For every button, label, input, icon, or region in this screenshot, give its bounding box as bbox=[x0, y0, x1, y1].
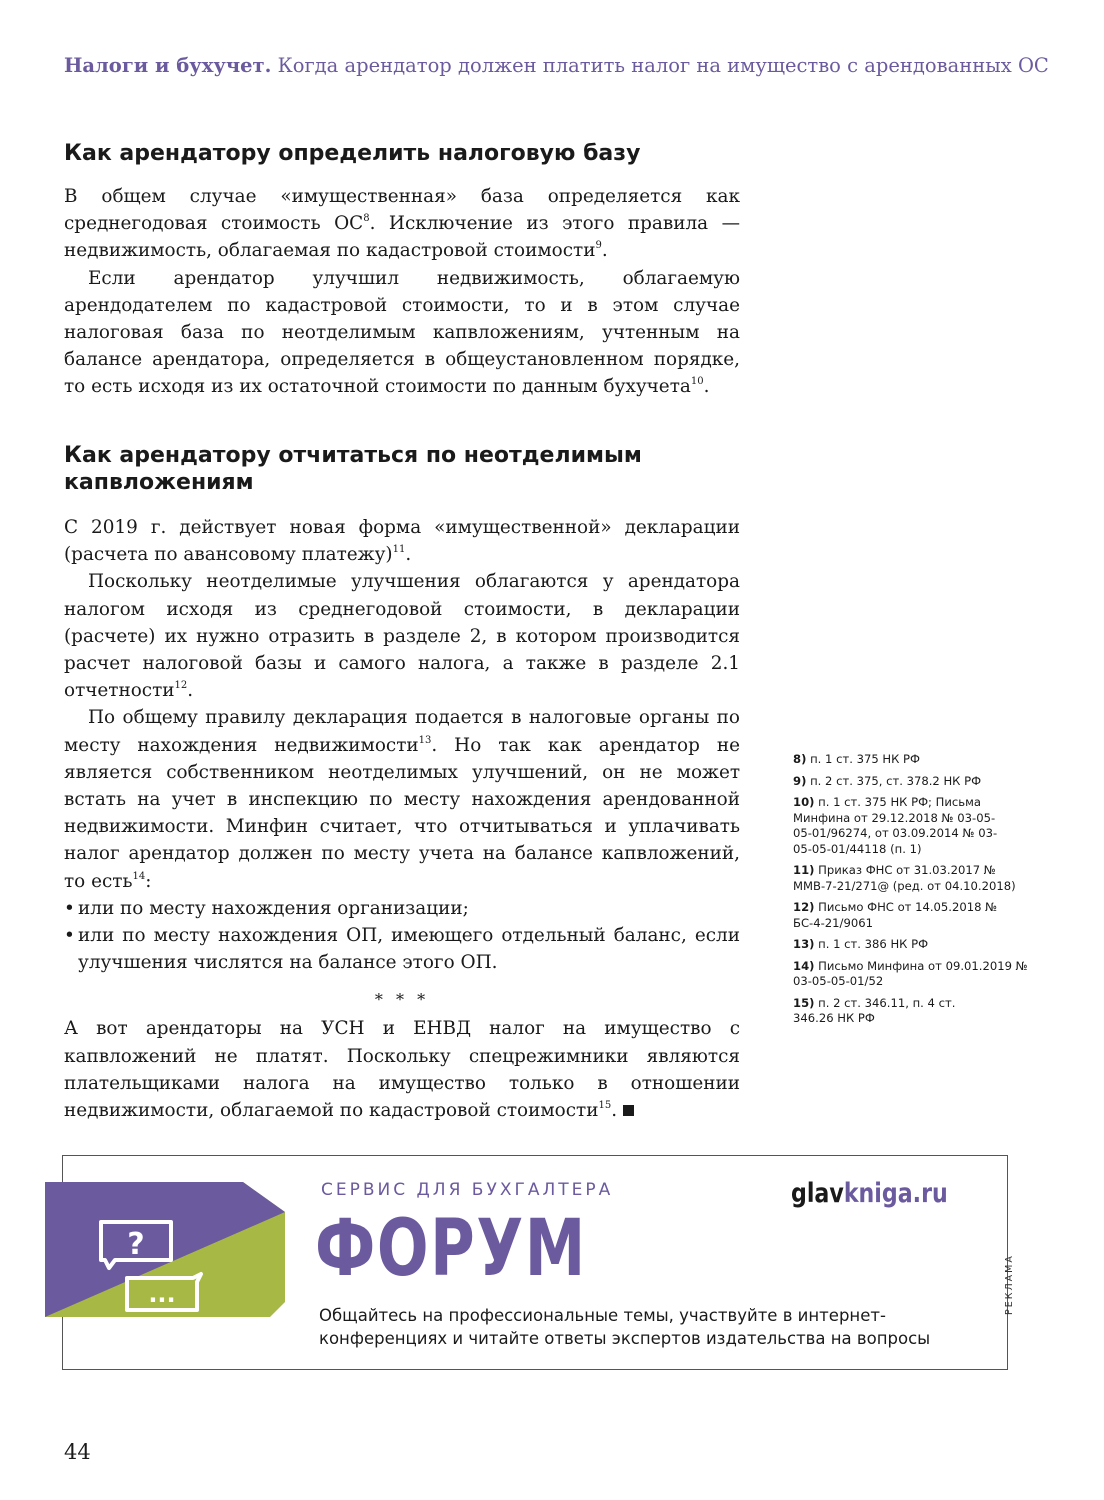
ad-title: ФОРУМ bbox=[315, 1204, 587, 1294]
paragraph: Поскольку неотделимые улучшения облагаются у арендатора налогом исходя из среднегодовой стоимости, в декларации (расчете) их нужно отразить в разделе 2, в котором производится расчет налоговой базы и самого налога, а также в разделе 2.1 отчетности$^{12}$. bbox=[64, 571, 740, 702]
ad-label: РЕКЛАМА bbox=[1004, 1254, 1015, 1315]
bullet-icon: • bbox=[64, 925, 75, 947]
footnotes bbox=[793, 752, 1033, 1033]
header-section: Налоги и бухучет. bbox=[64, 54, 272, 77]
header-title: Когда арендатор должен платить налог на имущество с арендованных ОС bbox=[277, 54, 1049, 77]
end-mark-icon bbox=[623, 1105, 634, 1116]
footnote: 15) п. 2 ст. 346.11, п. 4 ст. 346.26 НК РФ bbox=[793, 995, 956, 1025]
ad-description: Общайтесь на профессиональные темы, участвуйте в интернет-конференциях и читайте ответы экспертов издательства на вопросы bbox=[319, 1306, 931, 1348]
forum-banner-graphic bbox=[45, 1182, 295, 1317]
section-separator: * * * bbox=[374, 990, 430, 1010]
question-mark-icon: ? bbox=[127, 1227, 145, 1262]
footnote-ref[interactable]: 11 bbox=[392, 544, 406, 556]
footnote: 8) п. 1 ст. 375 НК РФ bbox=[793, 752, 920, 766]
footnote: 12) Письмо ФНС от 14.05.2018 № БС-4-21/9061 bbox=[793, 900, 998, 930]
page-number: 44 bbox=[64, 1440, 91, 1464]
ellipsis-icon: ... bbox=[148, 1280, 176, 1308]
footnote-ref[interactable]: 10 bbox=[690, 376, 704, 388]
bullet-list bbox=[64, 895, 740, 977]
ad-service-label: СЕРВИС ДЛЯ БУХГАЛТЕРА bbox=[321, 1180, 614, 1200]
list-item: • или по месту нахождения ОП, имеющего отдельный баланс, если улучшения числятся на балансе этого ОП. bbox=[64, 922, 740, 976]
footnote-ref[interactable]: 15 bbox=[598, 1100, 612, 1112]
section-heading: Как арендатору отчитаться по неотделимым капвложениям bbox=[64, 443, 642, 495]
footnote: 13) п. 1 ст. 386 НК РФ bbox=[793, 937, 929, 951]
bullet-icon: • bbox=[64, 897, 75, 919]
footnote: 11) Приказ ФНС от 31.03.2017 № ММВ-7-21/271@ (ред. от 04.10.2018) bbox=[793, 863, 1016, 893]
footnote-ref[interactable]: 8 bbox=[363, 213, 370, 225]
paragraph: А вот арендаторы на УСН и ЕНВД налог на имущество с капвложений не платят. Поскольку спецрежимники являются плательщиками налога на имущество только в отношении недвижимости, облагаемой по кадастровой стоимости$^{15}$. bbox=[64, 1018, 740, 1122]
paragraph: С 2019 г. действует новая форма «имущественной» декларации (расчета по авансовому платежу)$^{11}$. bbox=[64, 517, 740, 566]
list-item: • или по месту нахождения организации; bbox=[64, 895, 740, 922]
running-header bbox=[64, 54, 1064, 77]
paragraph: Если арендатор улучшил недвижимость, облагаемую арендодателем по кадастровой стоимости, то и в этом случае налоговая база по неотделимым капвложениям, учтенным на балансе арендатора, определяется в общеустановленном порядке, то есть исходя из их остаточной стоимости по данным бухучета$^{10}$. bbox=[64, 267, 740, 398]
footnote: 14) Письмо Минфина от 09.01.2019 № 03-05-05-01/52 bbox=[793, 958, 1028, 988]
paragraph: В общем случае «имущественная» база определяется как среднегодовая стоимость $ОС^8$. Исключение из этого правила — недвижимость, облагаемая по кадастровой стоимости$^9$. bbox=[64, 186, 740, 262]
footnote: 10) п. 1 ст. 375 НК РФ; Письма Минфина от 29.12.2018 № 03-05-05-01/96274, от 03.09.2014 № 03-05-05-01/44118 (п. 1) bbox=[793, 795, 998, 856]
paragraph: По общему правилу декларация подается в налоговые органы по месту нахождения недвижимости$^{13}$. Но так как арендатор не является собственником неотделимых улучшений, он не может встать на учет в инспекцию по месту нахождения арендованной недвижимости. Минфин считает, что отчитываться и уплачивать налог арендатор должен по месту учета на балансе капвложений, то есть$^{14}$: bbox=[64, 707, 740, 892]
ad-site-link[interactable]: glavkniga.ru bbox=[791, 1178, 948, 1209]
footnote-ref[interactable]: 14 bbox=[132, 870, 146, 882]
footnote-ref[interactable]: 9 bbox=[595, 240, 602, 252]
section-heading: Как арендатору определить налоговую базу bbox=[64, 141, 641, 166]
footnote: 9) п. 2 ст. 375, ст. 378.2 НК РФ bbox=[793, 773, 982, 788]
section-reporting bbox=[64, 442, 740, 1124]
footnote-ref[interactable]: 13 bbox=[418, 734, 432, 746]
footnote-ref[interactable]: 12 bbox=[174, 680, 188, 692]
section-tax-base bbox=[64, 140, 740, 401]
forum-advertisement[interactable] bbox=[62, 1155, 1008, 1370]
